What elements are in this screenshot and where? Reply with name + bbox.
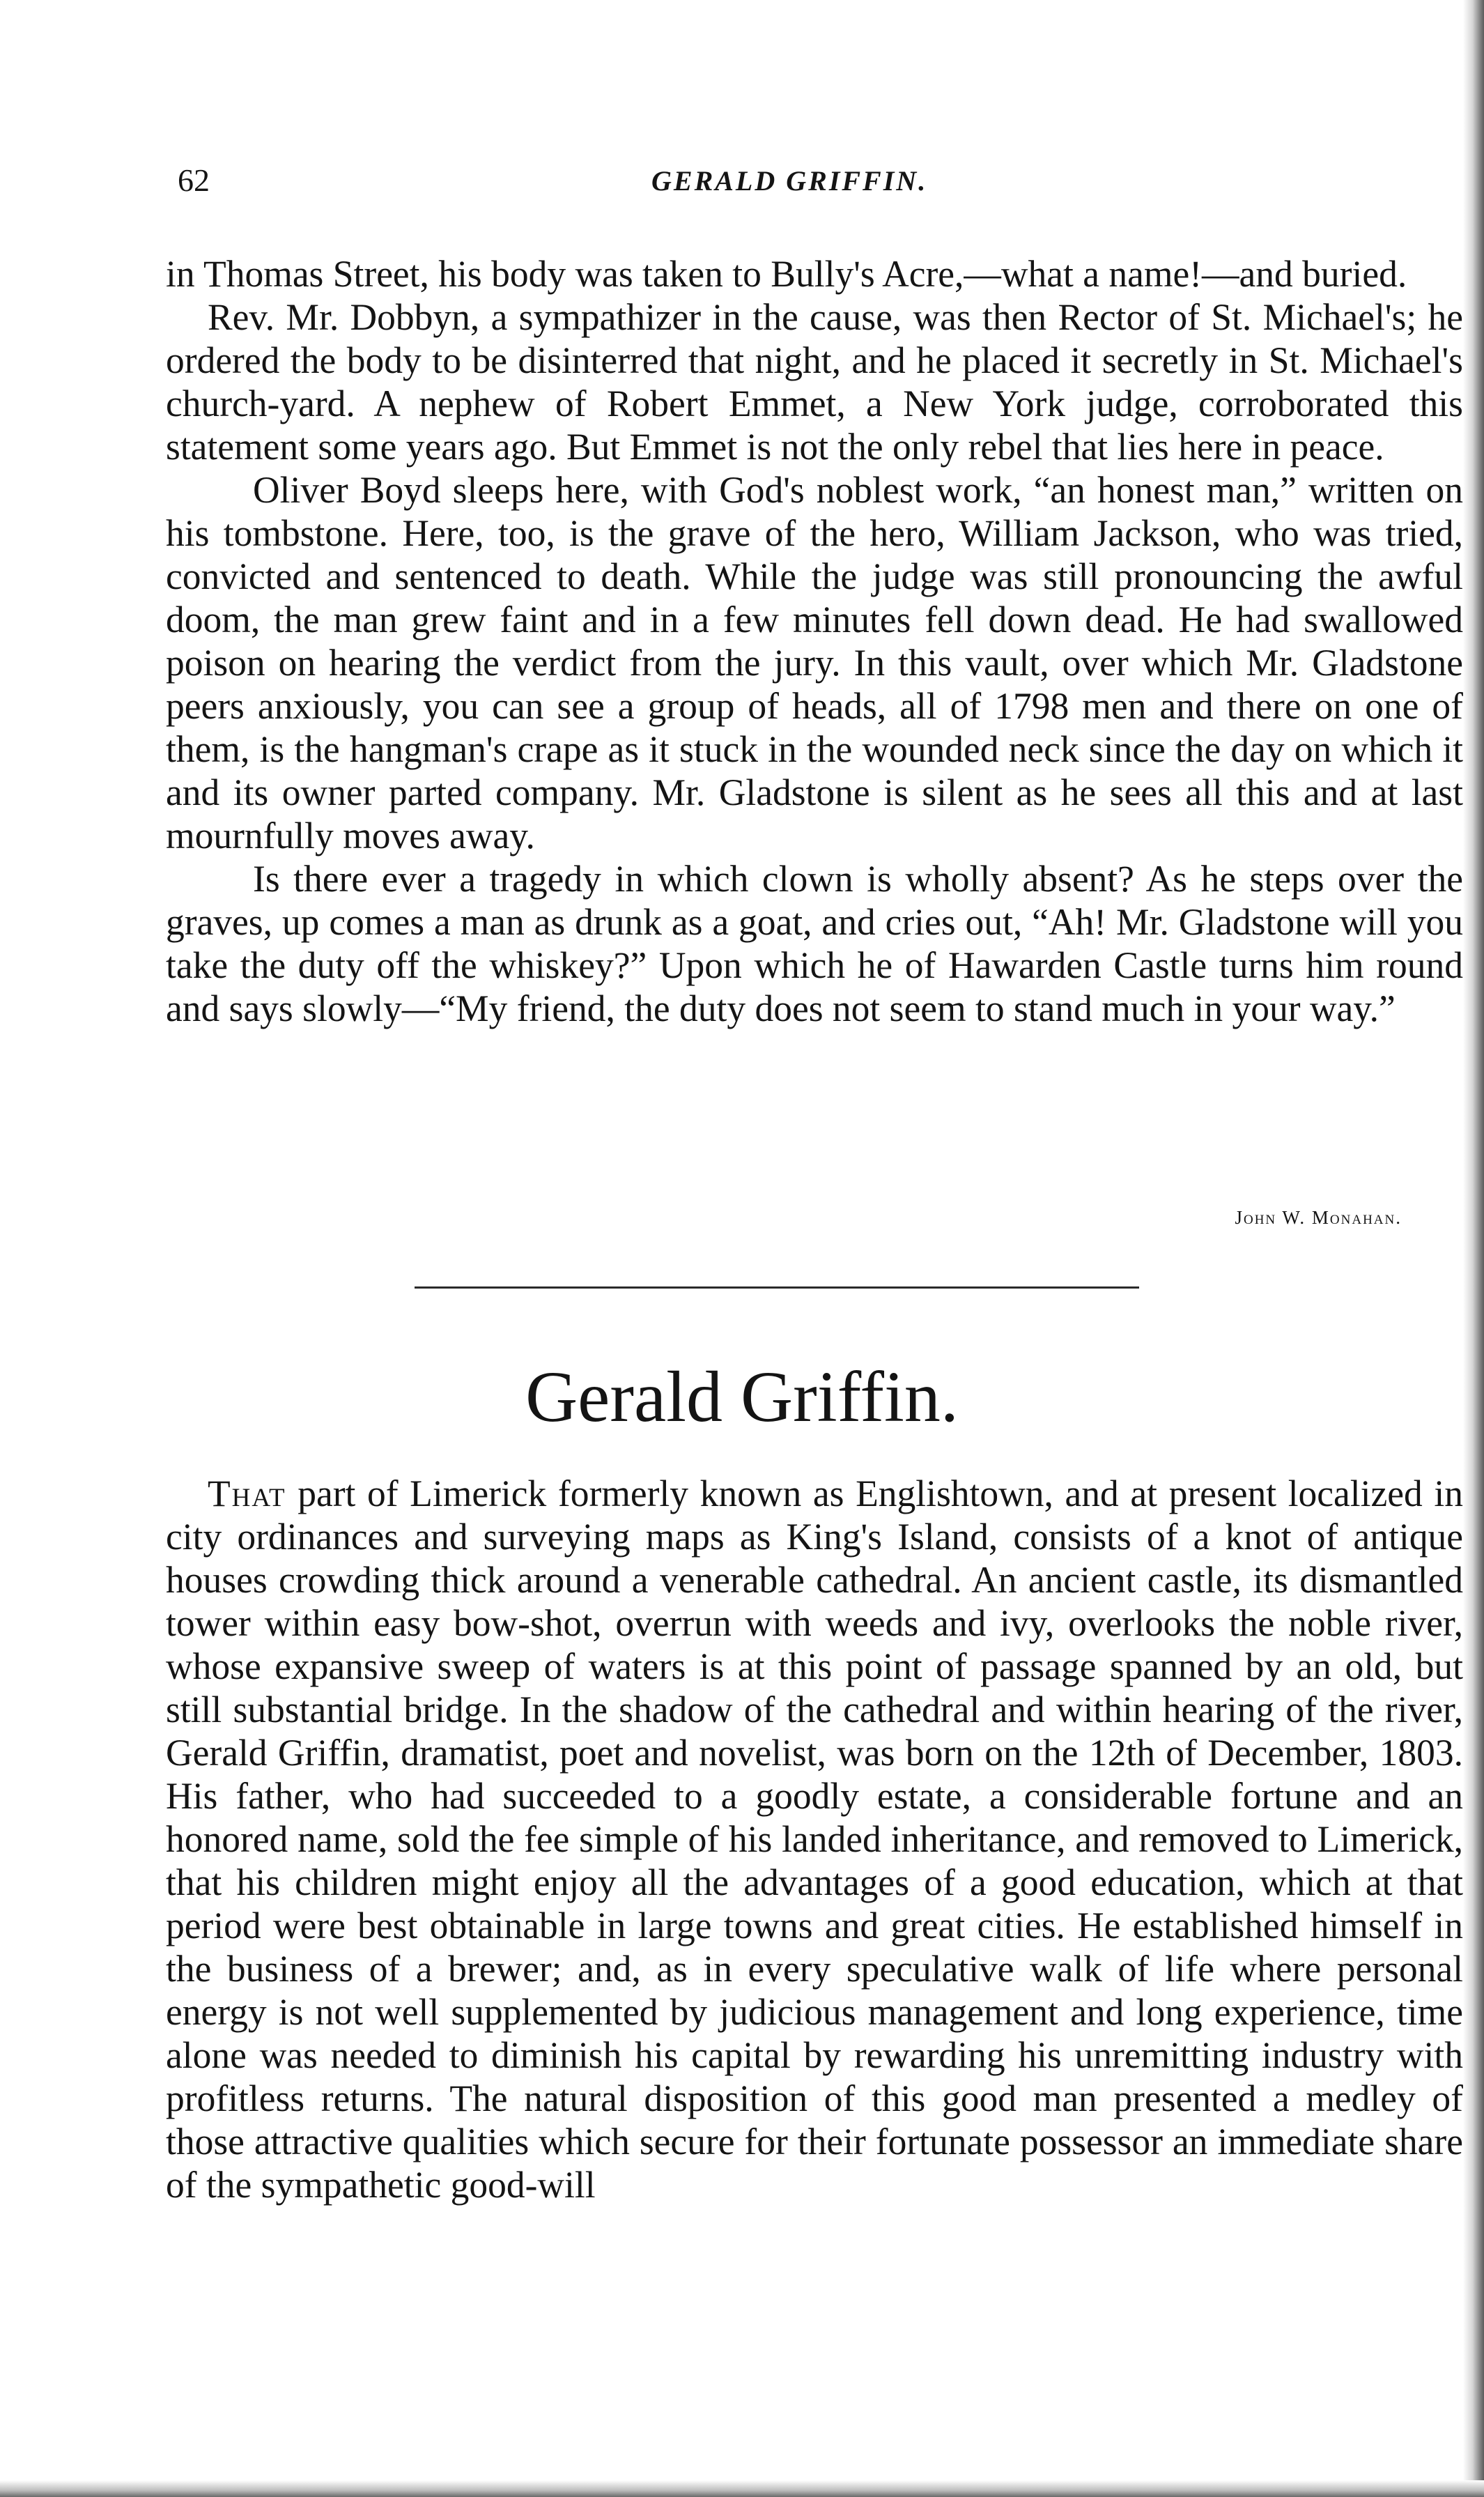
running-head [178, 162, 1460, 203]
article-text [166, 1472, 1463, 2206]
opening-paragraph-text: part of Limerick formerly known as Englishtown, and at present localized in city ordinances and surveying maps as King's Island, consists of a knot of antique houses crowding thick around a venerable cathedral. An ancient castle, its dismantled tower within easy bow-shot, overrun with weeds and ivy, overlooks the noble river, whose expansive sweep of waters is at this point of passage spanned by an old, but still substantial bridge. In the shadow of the cathedral and within hearing of the river, Gerald Griffin, dramatist, poet and novelist, was born on the 12th of December, 1803. His father, who had succeeded to a goodly estate, a considerable fortune and an honored name, sold the fee simple of his landed inheritance, and removed to Limerick, that his children might enjoy all the advantages of a good education, which at that period were best obtainable in large towns and great cities. He established himself in the business of a brewer; and, as in every speculative walk of life where personal energy is not well supplemented by judicious management and long experience, time alone was needed to diminish his capital by rewarding his unremitting industry with profitless returns. The natural disposition of this good man presented a medley of those attractive qualities which secure for their fortunate possessor an immediate share of the sympathetic good-will [166, 1473, 1463, 2206]
page-edge-shadow [1463, 0, 1484, 2497]
section-divider [415, 1286, 1139, 1289]
paragraph-opening [166, 1472, 1463, 2206]
paragraph-continued: in Thomas Street, his body was taken to Bully's Acre,—what a name!—and buried. [166, 253, 1407, 295]
page-bottom-edge [0, 2480, 1484, 2497]
article-title: Gerald Griffin. [525, 1357, 959, 1437]
paragraph-gladstone: Is there ever a tragedy in which clown is wholly absent? As he steps over the graves, up comes a man as drunk as a goat, and cries out, “Ah! Mr. Gladstone will you take the duty off the whiskey?” Upon which he of Hawarden Castle turns him round and says slowly—“My friend, the duty does not seem to stand much in your way.” [166, 858, 1463, 1029]
paragraph-dobbyn: Rev. Mr. Dobbyn, a sympathizer in the cause, was then Rector of St. Michael's; he ordered the body to be disinterred that night, and he placed it secretly in St. Michael's church-yard. A nephew of Robert Emmet, a New York judge, corroborated this statement some years ago. But Emmet is not the only rebel that lies here in peace. [166, 296, 1463, 468]
page-number: 62 [178, 162, 210, 198]
author-signature: John W. Monahan. [1235, 1207, 1402, 1228]
opening-word: That [208, 1473, 286, 1514]
running-title: GERALD GRIFFIN. [651, 165, 928, 197]
previous-article-text [166, 252, 1463, 1030]
paragraph-oliver-boyd: Oliver Boyd sleeps here, with God's noblest work, “an honest man,” written on his tombstone. Here, too, is the grave of the hero, William Jackson, who was tried, convicted and sentenced to death. While the judge was still pronouncing the awful doom, the man grew faint and in a few minutes fell down dead. He had swallowed poison on hearing the verdict from the jury. In this vault, over which Mr. Gladstone peers anxiously, you can see a group of heads, all of 1798 men and there on one of them, is the hangman's crape as it stuck in the wounded neck since the day on which it and its owner parted company. Mr. Gladstone is silent as he sees all this and at last mournfully moves away. [166, 469, 1463, 856]
